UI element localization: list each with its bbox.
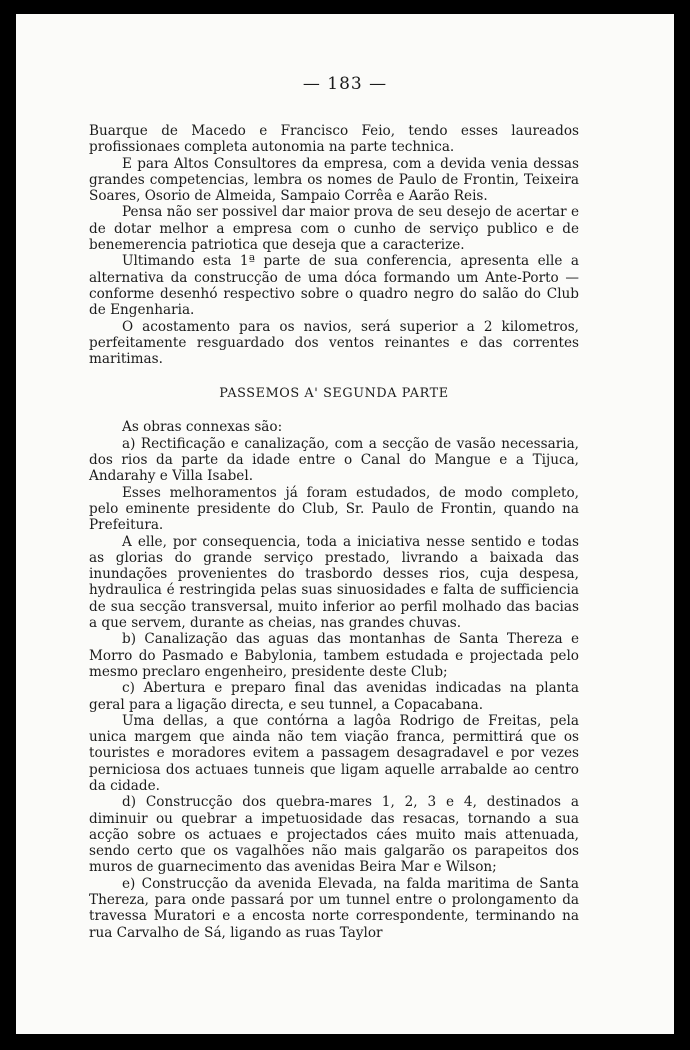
paragraph: As obras connexas são: — [122, 419, 283, 436]
page-number: — 183 — — [302, 74, 388, 94]
body-text — [89, 123, 579, 941]
paragraph: c) Abertura e preparo final das avenidas indicadas na planta geral para a ligação directa, e seu tunnel, a Copacabana. — [89, 680, 579, 713]
section-heading: PASSEMOS A' SEGUNDA PARTE — [219, 386, 449, 402]
paragraph: d) Construcção dos quebra-mares 1, 2, 3 e 4, destinados a diminuir ou quebrar a impetuosidade das resacas, tornando a sua acção sobre os actuaes e projectados cáes muito mais attenuada, sendo certo que os vagalhões não mais galgarão os parapeitos dos muros de guarnecimento das avenidas Beira Mar e Wilson; — [89, 794, 579, 876]
paragraph: Esses melhoramentos já foram estudados, de modo completo, pelo eminente presidente do Club, Sr. Paulo de Frontin, quando na Prefeitura. — [89, 484, 579, 534]
paragraph: E para Altos Consultores da empresa, com a devida venia dessas grandes competencias, lembra os nomes de Paulo de Frontin, Teixeira Soares, Osorio de Almeida, Sampaio Corrêa e Aarão Reis. — [89, 155, 579, 205]
paragraph: a) Rectificação e canalização, com a secção de vasão necessaria, dos rios da parte da idade entre o Canal do Mangue e a Tijuca, Andarahy e Villa Isabel. — [89, 435, 579, 485]
paragraph: Uma dellas, a que contórna a lagôa Rodrigo de Freitas, pela unica margem que ainda não tem viação franca, permittirá que os touristes e moradores evitem a passagem desagradavel e por vezes perniciosa dos actuaes tunneis que ligam aquelle arrabalde ao centro da cidade. — [89, 712, 579, 794]
paragraph: Ultimando esta 1ª parte de sua conferencia, apresenta elle a alternativa da construcção de uma dóca formando um Ante-Porto — conforme desenhó respectivo sobre o quadro negro do salão do Club de Engenharia. — [89, 253, 579, 319]
paragraph: Pensa não ser possivel dar maior prova de seu desejo de acertar e de dotar melhor a empresa com o cunho de serviço publico e de benemerencia patriotica que deseja que a caracterize. — [89, 204, 579, 254]
paragraph: A elle, por consequencia, toda a iniciativa nesse sentido e todas as glorias do grande serviço prestado, livrando a baixada das inundações provenientes do trasbordo desses rios, cuja despesa, hydraulica é restringida pelas suas sinuosidades e falta de sufficiencia de sua secção transversal, muito inferior ao perfil molhado das bacias a que servem, durante as cheias, nas grandes chuvas. — [89, 533, 579, 632]
paragraph: e) Construcção da avenida Elevada, na falda maritima de Santa Thereza, para onde passará por um tunnel entre o prolongamento da travessa Muratori e a encosta norte correspondente, terminando na rua Carvalho de Sá, ligando as ruas Taylor — [89, 875, 579, 941]
document-page — [16, 14, 674, 1034]
paragraph: Buarque de Macedo e Francisco Feio, tendo esses laureados profissionaes completa autonomia na parte technica. — [89, 123, 579, 156]
paragraph: b) Canalização das aguas das montanhas de Santa Thereza e Morro do Pasmado e Babylonia, tambem estudada e projectada pelo mesmo preclaro engenheiro, presidente deste Club; — [89, 631, 579, 680]
paragraph: O acostamento para os navios, será superior a 2 kilometros, perfeitamente resguardado dos ventos reinantes e das correntes maritimas. — [89, 318, 579, 368]
